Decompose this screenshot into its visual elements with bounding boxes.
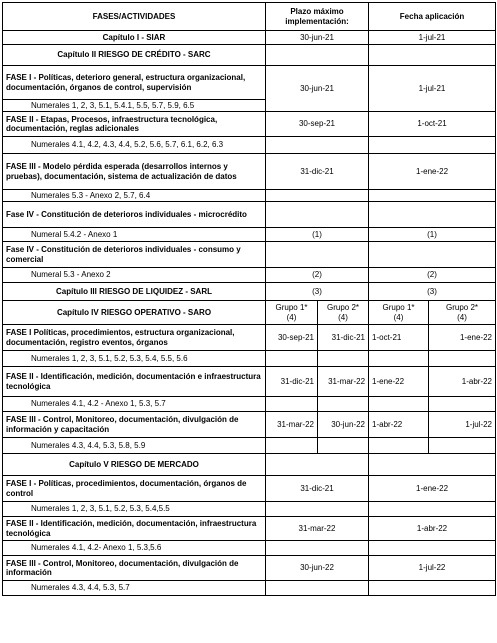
empty-cell xyxy=(318,351,369,367)
numerales-row xyxy=(3,581,496,596)
phase-fecha: 1-jul-22 xyxy=(369,556,496,581)
empty-cell xyxy=(369,351,429,367)
phase-label: FASE III - Control, Monitoreo, documentación, divulgación de información y capacitación xyxy=(3,412,266,438)
numerales-row xyxy=(3,397,496,412)
chapter-sarm: Capítulo V RIESGO DE MERCADO xyxy=(3,454,266,476)
empty-cell xyxy=(369,242,496,268)
date-cell: 30-sep-21 xyxy=(266,325,318,351)
empty-cell xyxy=(369,581,496,596)
empty-cell xyxy=(369,397,429,412)
empty-cell xyxy=(266,397,318,412)
empty-cell xyxy=(369,45,496,66)
date-cell: 1-ene-22 xyxy=(429,325,496,351)
phase-fecha: 1-jul-21 xyxy=(369,66,496,112)
phase-label: FASE III - Control, Monitoreo, documentación, divulgación de información xyxy=(3,556,266,581)
group-header: Grupo 1* (4) xyxy=(369,301,429,325)
date-cell: 1-abr-22 xyxy=(429,367,496,397)
chapter-sarc: Capítulo II RIESGO DE CRÉDITO - SARC xyxy=(3,45,266,66)
phase-label: FASE I Políticas, procedimientos, estructura organizacional, documentación, registro eventos, órganos xyxy=(3,325,266,351)
phase-row xyxy=(3,112,496,137)
numerales: Numerales 4.3, 4.4, 5.3, 5.7 xyxy=(3,581,266,596)
numerales-row xyxy=(3,190,496,202)
empty-cell xyxy=(318,397,369,412)
numerales: Numerales 4.1, 4.2- Anexo 1, 5.3,5.6 xyxy=(3,541,266,556)
empty-cell xyxy=(266,581,369,596)
date-cell: 31-dic-21 xyxy=(318,325,369,351)
empty-cell xyxy=(369,502,496,517)
date-cell: 1-ene-22 xyxy=(369,367,429,397)
numerales: Numerales 5.3 - Anexo 2, 5.7, 6.4 xyxy=(3,190,266,202)
empty-cell xyxy=(369,190,496,202)
empty-cell xyxy=(369,541,496,556)
date-cell: 1-oct-21 xyxy=(369,325,429,351)
empty-cell xyxy=(318,438,369,454)
numerales: Numerales 1, 2, 3, 5.1, 5.2, 5.3, 5.4, 5.5, 5.6 xyxy=(3,351,266,367)
phase-row xyxy=(3,367,496,397)
empty-cell xyxy=(266,438,318,454)
phase-plazo: (1) xyxy=(266,228,369,242)
phase-plazo: 31-dic-21 xyxy=(266,476,369,502)
phase-row xyxy=(3,66,496,100)
phase-row xyxy=(3,412,496,438)
numerales: Numerales 4.1, 4.2 - Anexo 1, 5.3, 5.7 xyxy=(3,397,266,412)
empty-cell xyxy=(369,454,496,476)
empty-cell xyxy=(369,202,496,228)
date-cell: 31-mar-22 xyxy=(318,367,369,397)
header-fecha: Fecha aplicación xyxy=(369,3,496,31)
numerales-row xyxy=(3,351,496,367)
date-cell: 31-dic-21 xyxy=(266,367,318,397)
sarl-fecha: (3) xyxy=(369,283,496,301)
numerales-row xyxy=(3,268,496,283)
phase-row xyxy=(3,202,496,228)
implementation-schedule-table xyxy=(2,2,496,596)
phase-fecha: (2) xyxy=(369,268,496,283)
phase-label: FASE I - Políticas, deterioro general, estructura organizacional, documentación, órganos de control, supervisión xyxy=(3,66,266,100)
chapter-sarl: Capítulo III RIESGO DE LIQUIDEZ - SARL xyxy=(3,283,266,301)
phase-row xyxy=(3,242,496,268)
phase-plazo: (2) xyxy=(266,268,369,283)
chapter-saro: Capítulo IV RIESGO OPERATIVO - SARO xyxy=(3,301,266,325)
chapter-row xyxy=(3,45,496,66)
header-fases: FASES/ACTIVIDADES xyxy=(3,3,266,31)
siar-fecha: 1-jul-21 xyxy=(369,31,496,45)
phase-row xyxy=(3,476,496,502)
empty-cell xyxy=(266,351,318,367)
phase-label: FASE II - Identificación, medición, documentación e infraestructura tecnológica xyxy=(3,367,266,397)
group-header: Grupo 1* (4) xyxy=(266,301,318,325)
group-header: Grupo 2* (4) xyxy=(429,301,496,325)
numerales-row xyxy=(3,438,496,454)
phase-row xyxy=(3,325,496,351)
phase-fecha: 1-ene-22 xyxy=(369,154,496,190)
numerales: Numerales 4.1, 4.2, 4.3, 4.4, 5.2, 5.6, 5.7, 6.1, 6.2, 6.3 xyxy=(3,137,266,154)
phase-plazo: 30-sep-21 xyxy=(266,112,369,137)
date-cell: 30-jun-22 xyxy=(318,412,369,438)
phase-fecha: 1-oct-21 xyxy=(369,112,496,137)
phase-row xyxy=(3,517,496,541)
group-header: Grupo 2* (4) xyxy=(318,301,369,325)
phase-plazo: 30-jun-22 xyxy=(266,556,369,581)
date-cell: 1-abr-22 xyxy=(369,412,429,438)
empty-cell xyxy=(429,351,496,367)
numerales: Numerales 1, 2, 3, 5.1, 5.4.1, 5.5, 5.7, 5.9, 6.5 xyxy=(3,100,266,112)
date-cell: 31-mar-22 xyxy=(266,412,318,438)
numerales-row xyxy=(3,137,496,154)
chapter-row xyxy=(3,283,496,301)
chapter-row xyxy=(3,301,496,325)
phase-fecha: (1) xyxy=(369,228,496,242)
numerales: Numerales 4.3, 4.4, 5.3, 5.8, 5.9 xyxy=(3,438,266,454)
phase-plazo: 30-jun-21 xyxy=(266,66,369,112)
phase-row xyxy=(3,154,496,190)
numerales: Numerales 1, 2, 3, 5.1, 5.2, 5.3, 5.4,5.5 xyxy=(3,502,266,517)
phase-label: FASE II - Identificación, medición, documentación, infraestructura tecnológica xyxy=(3,517,266,541)
chapter-row xyxy=(3,454,496,476)
empty-cell xyxy=(266,454,369,476)
phase-row xyxy=(3,556,496,581)
header-plazo: Plazo máximo implementación: xyxy=(266,3,369,31)
phase-fecha: 1-ene-22 xyxy=(369,476,496,502)
numerales-row xyxy=(3,502,496,517)
phase-plazo: 31-dic-21 xyxy=(266,154,369,190)
empty-cell xyxy=(266,541,369,556)
empty-cell xyxy=(266,45,369,66)
sarl-plazo: (3) xyxy=(266,283,369,301)
empty-cell xyxy=(266,202,369,228)
empty-cell xyxy=(429,438,496,454)
phase-label: FASE II - Etapas, Procesos, infraestructura tecnológica, documentación, reglas adicionales xyxy=(3,112,266,137)
empty-cell xyxy=(266,137,369,154)
date-cell: 1-jul-22 xyxy=(429,412,496,438)
empty-cell xyxy=(429,397,496,412)
numerales-row xyxy=(3,228,496,242)
empty-cell xyxy=(266,502,369,517)
phase-label: Fase IV - Constitución de deterioros individuales - microcrédito xyxy=(3,202,266,228)
empty-cell xyxy=(266,242,369,268)
phase-label: Fase IV - Constitución de deterioros individuales - consumo y comercial xyxy=(3,242,266,268)
numerales-row xyxy=(3,541,496,556)
table-row xyxy=(3,31,496,45)
phase-label: FASE I - Políticas, procedimientos, documentación, órganos de control xyxy=(3,476,266,502)
empty-cell xyxy=(266,190,369,202)
phase-label: FASE III - Modelo pérdida esperada (desarrollos internos y pruebas), documentación, sistema de actualización de datos xyxy=(3,154,266,190)
numerales: Numeral 5.3 - Anexo 2 xyxy=(3,268,266,283)
phase-plazo: 31-mar-22 xyxy=(266,517,369,541)
empty-cell xyxy=(369,438,429,454)
phase-fecha: 1-abr-22 xyxy=(369,517,496,541)
numerales: Numeral 5.4.2 - Anexo 1 xyxy=(3,228,266,242)
table-header-row xyxy=(3,3,496,31)
siar-plazo: 30-jun-21 xyxy=(266,31,369,45)
chapter-siar: Capítulo I - SIAR xyxy=(3,31,266,45)
empty-cell xyxy=(369,137,496,154)
